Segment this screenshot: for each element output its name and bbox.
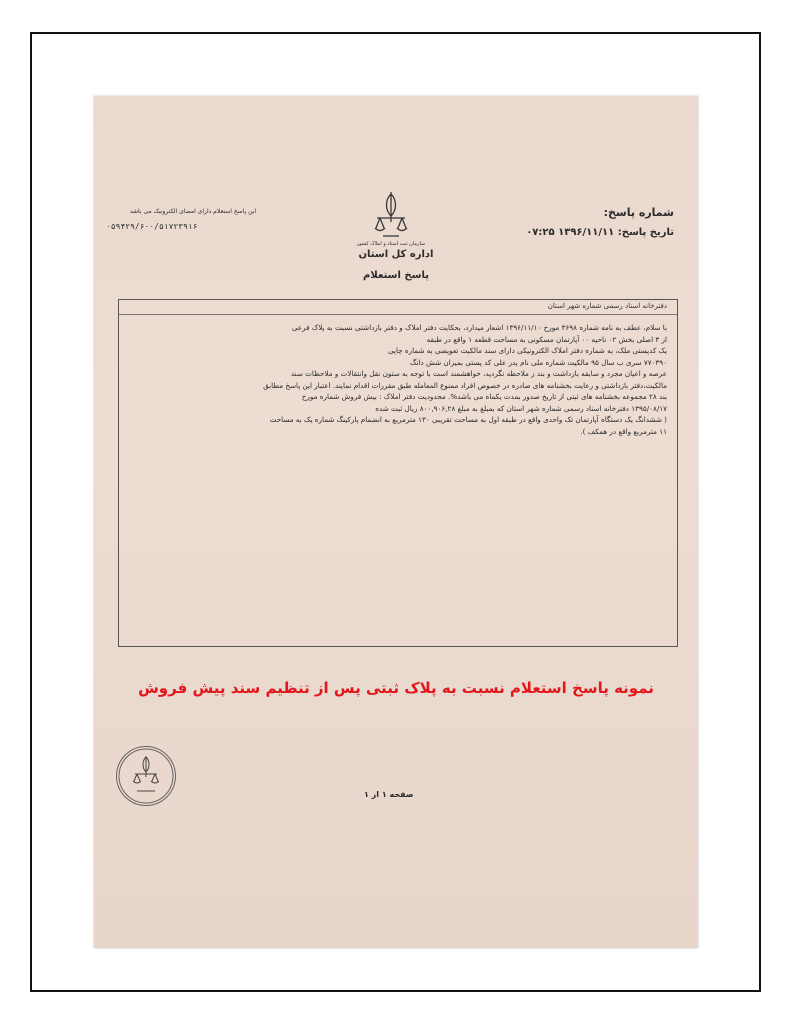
body-line: با سلام، عطف به نامه شماره ۳۶۹۸ مورخ ۱۳۹۶/۱۱/۱۰ اشعار میدارد، بحکایت دفتر املاک و دفتر بازداشتی نسبت به پلاک فرعی — [291, 323, 667, 332]
body-line: عرصه و اعیان مجرد و سابقه بازداشت و بند ز ملاحظه نگردید، خواهشمند است با توجه به ستون نقل وانتقالات و ملاحظات سند — [290, 369, 667, 378]
body-line: مالکیت،دفتر بازداشتی و رعایت بخشنامه های صادره در خصوص افراد ممنوع المعامله طبق مقررات اقدام نمایند. اعتبار این پاسخ مطابق — [263, 380, 667, 390]
body-line: ۱۳۹۵/۰۸/۱۷ دفترخانه اسناد رسمی شماره شهر استان که بمبلغ به مبلغ ۸۰۰,۹۰۶,۲۸ ریال ثبت شده — [375, 403, 667, 413]
box-divider — [119, 314, 677, 315]
response-text — [127, 322, 667, 437]
iran-emblem-icon — [369, 188, 413, 240]
notary-office-line: دفترخانه اسناد رسمی شماره شهر استان — [547, 302, 667, 310]
sample-caption: نمونه پاسخ استعلام نسبت به پلاک ثبتی پس از تنظیم سند پیش فروش — [138, 679, 654, 697]
official-seal-icon — [116, 746, 176, 806]
body-line: یک کدپستی ملک، به شماره دفتر املاک الکترونیکی دارای سند مالکیت تعویضی به شماره چاپی — [387, 346, 667, 355]
body-line: از ۳ اصلی بخش ۰۲ ناحیه ۰۰ آپارتمان مسکونی به مساحت قطعه ۱ واقع در طبقه — [426, 334, 667, 344]
body-line: ۷۷۰۳۹۰ سری ب سال ۹۵ مالکیت شماره ملی نام پدر علی کد پستی بمیزان شش دانگ — [410, 357, 667, 367]
response-date: تاریخ پاسخ: ۱۳۹۶/۱۱/۱۱ ۰۷:۲۵ — [526, 227, 674, 238]
response-number-label: شماره پاسخ: — [603, 206, 674, 219]
tracking-code: ۰۵۹۴۲۹/۶۰۰/۵۱۷۲۳۹۱۶ — [106, 222, 198, 231]
body-line: ۱۱ مترمربع واقع در همکف ). — [580, 426, 667, 436]
document-paper — [94, 96, 698, 948]
document-title: پاسخ استعلام — [363, 270, 429, 281]
body-line: بند ۲۸ مجموعه بخشنامه های ثبتی از تاریخ صدور بمدت یکماه می باشد%. محدودیت دفتر املاک : بیش فروش شماره مورخ — [301, 392, 667, 401]
page-number: صفحه ۱ از ۱ — [364, 790, 414, 799]
department-title: اداره کل استان — [358, 249, 434, 260]
verification-note: این پاسخ استعلام دارای امضای الکترونیک می باشد — [129, 208, 256, 215]
body-line: ( ششدانگ یک دستگاه آپارتمان تک واحدی واقع در طبقه اول به مساحت تقریبی ۱۳۰ مترمربع به انضمام پارکینگ شماره یک به مساحت — [269, 415, 667, 424]
response-body-box — [118, 299, 678, 647]
organization-name: سازمان ثبت اسناد و املاک کشور — [356, 241, 426, 247]
